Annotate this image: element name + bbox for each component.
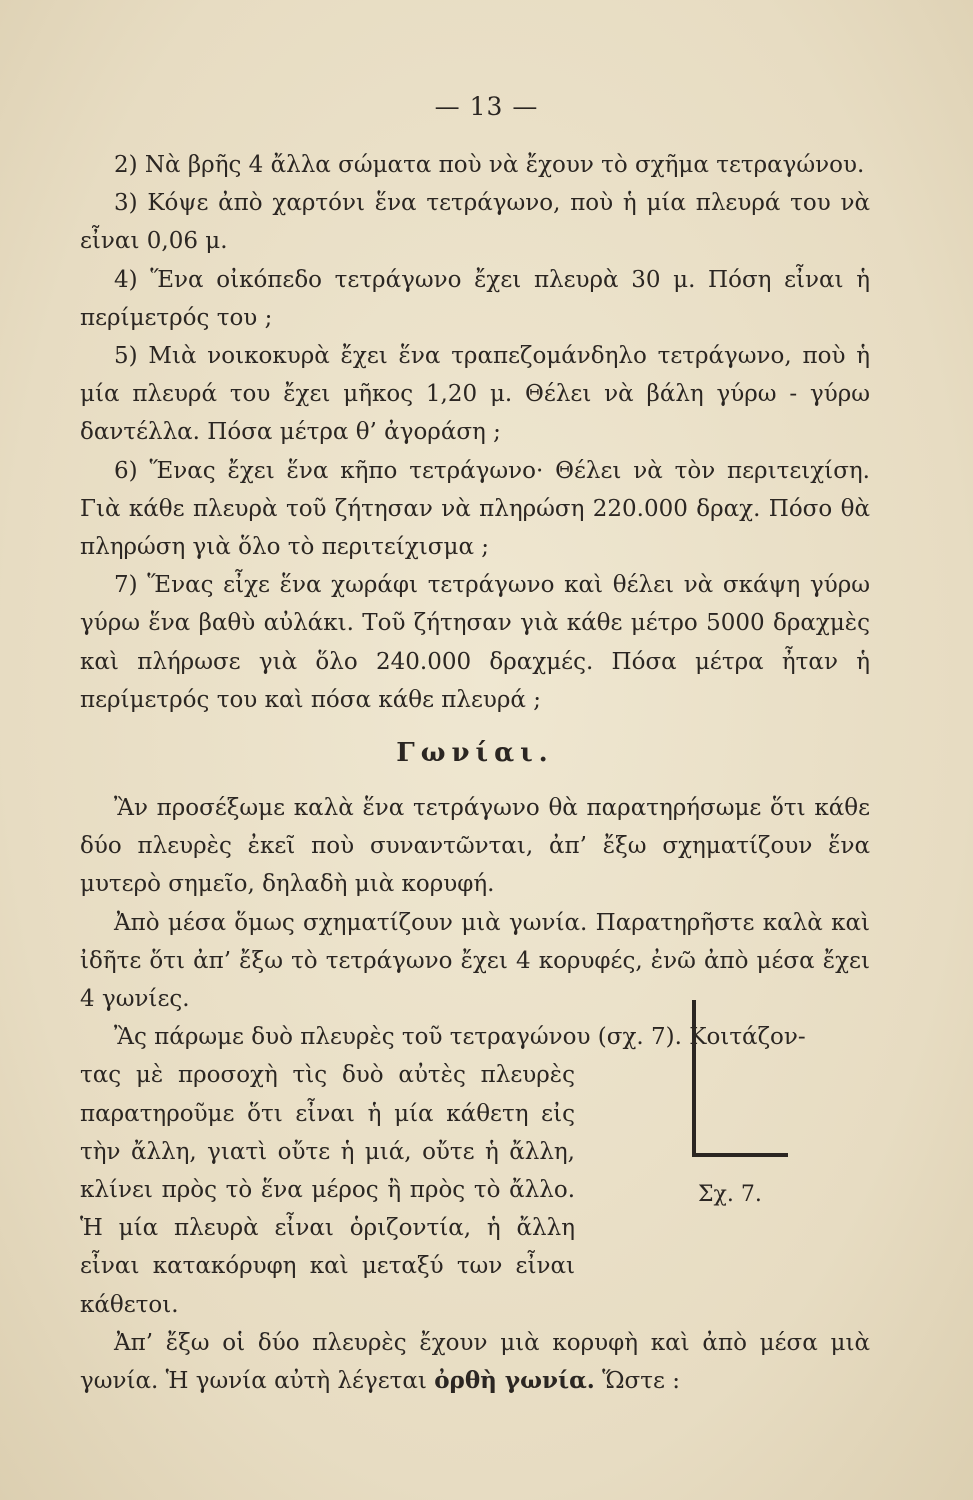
figure-caption: Σχ. 7.	[698, 1182, 762, 1207]
paragraph-perpendicular: τας μὲ προσοχὴ τὶς δυὸ αὐτὲς πλευρὲς παρατηροῦμε ὅτι εἶναι ἡ μία κάθετη εἰς τὴν ἄλλη, γιατὶ οὔτε ἡ μιά, οὔτε ἡ ἄλλη, κλίνει πρὸς τὸ ἕνα μέρος ἢ πρὸς τὸ ἄλλο. Ἡ μία πλευρὰ εἶναι ὁριζοντία, ἡ ἄλλη εἶναι κατακόρυφη καὶ μεταξύ των εἶναι κάθετοι.	[80, 1062, 575, 1318]
right-angle-term: ὀρθὴ γωνία.	[434, 1367, 595, 1395]
right-angle-diagram	[690, 1000, 790, 1170]
section-title: Γωνίαι.	[396, 738, 554, 769]
exercise-7: 7) Ἕνας εἶχε ἕνα χωράφι τετράγωνο καὶ θέλει νὰ σκάψη γύρω γύρω ἕνα βαθὺ αὐλάκι. Τοῦ ζήτησαν γιὰ κάθε μέτρο 5000 δραχμὲς καὶ πλήρωσε γιὰ ὅλο 240.000 δραχμές. Πόσα μέτρα ἦταν ἡ περίμετρός του καὶ πόσα κάθε πλευρά ;	[80, 572, 870, 713]
exercise-3: 3) Κόψε ἀπὸ χαρτόνι ἕνα τετράγωνο, ποὺ ἡ μία πλευρά του νὰ εἶναι 0,06 μ.	[80, 190, 870, 255]
right-angle-text-end: Ὥστε :	[594, 1368, 680, 1395]
paragraph-perpendicular-intro: Ἂς πάρωμε δυὸ πλευρὲς τοῦ τετραγώνου (σχ. 7). Κοιτάζον-	[114, 1024, 806, 1051]
exercise-2: 2) Νὰ βρῆς 4 ἄλλα σώματα ποὺ νὰ ἔχουν τὸ σχῆμα τετραγώνου.	[114, 152, 865, 178]
page-text	[80, 146, 870, 1400]
figure-7-right-angle	[690, 1000, 790, 1205]
paragraph-angles: Ἀπὸ μέσα ὅμως σχηματίζουν μιὰ γωνία. Παρατηρῆστε καλὰ καὶ ἰδῆτε ὅτι ἀπ’ ἔξω τὸ τετράγωνο ἔχει 4 κορυφές, ἐνῶ ἀπὸ μέσα ἔχει 4 γωνίες.	[80, 909, 870, 1013]
page-number: — 13 —	[434, 92, 539, 121]
exercise-6: 6) Ἕνας ἔχει ἕνα κῆπο τετράγωνο· Θέλει νὰ τὸν περιτειχίση. Γιὰ κάθε πλευρὰ τοῦ ζήτησαν νὰ πληρώση 220.000 δραχ. Πόσο θὰ πληρώση γιὰ ὅλο τὸ περιτείχισμα ;	[80, 457, 870, 561]
exercise-4: 4) Ἕνα οἰκόπεδο τετράγωνο ἔχει πλευρὰ 30 μ. Πόση εἶναι ἡ περίμετρός του ;	[80, 266, 870, 331]
right-angle-text: Ἀπ’ ἔξω οἱ δύο πλευρὲς ἔχουν μιὰ κορυφὴ καὶ ἀπὸ μέσα μιὰ γωνία. Ἡ γωνία αὐτὴ λέγεται	[80, 1329, 870, 1395]
paragraph-corners: Ἂν προσέξωμε καλὰ ἕνα τετράγωνο θὰ παρατηρήσωμε ὅτι κάθε δύο πλευρὲς ἐκεῖ ποὺ συναντῶνται, ἀπ’ ἔξω σχηματίζουν ἕνα μυτερὸ σημεῖο, δηλαδὴ μιὰ κορυφή.	[80, 795, 870, 898]
paragraph-right-angle	[80, 1324, 870, 1400]
exercise-5: 5) Μιὰ νοικοκυρὰ ἔχει ἕνα τραπεζομάνδηλο τετράγωνο, ποὺ ἡ μία πλευρά του ἔχει μῆκος 1,20 μ. Θέλει νὰ βάλη γύρω - γύρω δαντέλλα. Πόσα μέτρα θ’ ἀγοράση ;	[80, 343, 870, 446]
